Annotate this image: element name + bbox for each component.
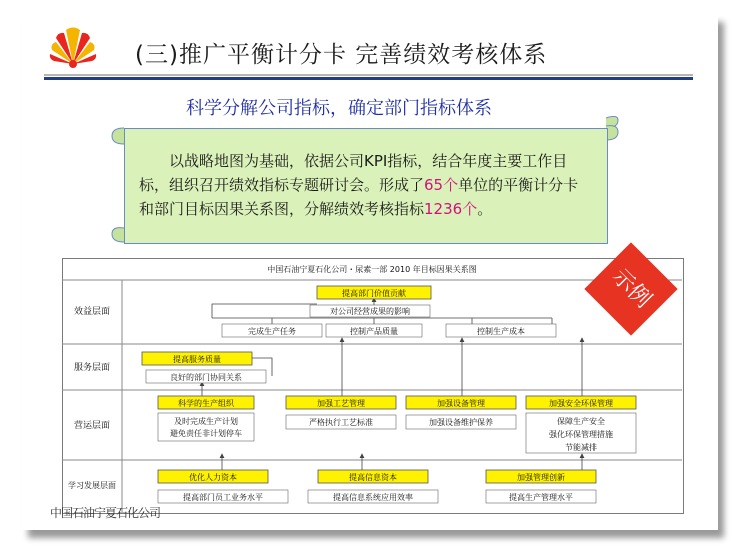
row-label-benefit: 效益层面 [73, 307, 111, 317]
footer-company-name: 中国石油宁夏石化公司 [50, 506, 161, 520]
box-collab-label: 良好的部门协同关系 [170, 373, 242, 382]
box-task-label: 完成生产任务 [248, 327, 296, 336]
box-energy-label: 节能减排 [565, 443, 597, 452]
page-title: (三)推广平衡计分卡 完善绩效考核体系 [135, 42, 548, 68]
box-staff-label: 提高部门员工业务水平 [183, 493, 263, 502]
box-safe2-label: 强化环保管理措施 [549, 430, 613, 439]
example-stamp-label: 示例 [606, 264, 656, 314]
scroll-text-part3: 。 [477, 200, 493, 218]
box-value-label: 提高部门价值贡献 [342, 289, 406, 298]
box-impact-label: 对公司经营成果的影响 [330, 307, 410, 316]
scroll-text-part1: 以战略地图为基础，依据公司KPI指标，结合年度主要工作目标，组织召开绩效指标专题研讨会。形成了 [139, 152, 568, 194]
box-hr-label: 优化人力资本 [189, 473, 237, 482]
text-scroll-banner [108, 116, 620, 252]
box-avoid-label: 避免责任非计划停车 [170, 429, 242, 438]
row-label-learning: 学习发展层面 [68, 481, 116, 490]
scroll-paragraph [139, 149, 593, 221]
scroll-text-part2: 单位的平衡计分卡和部门目标因果关系图，分解绩效考核指标 [139, 176, 579, 218]
logo-petals [50, 28, 96, 69]
title-divider-blue [44, 77, 693, 80]
box-plan-label: 及时完成生产计划 [174, 417, 238, 426]
box-infosys-label: 提高信息系统应用效率 [333, 493, 413, 502]
box-process-label: 加强工艺管理 [317, 399, 365, 408]
diagram-title: 中国石油宁夏石化公司・尿素一部 2010 年目标因果关系图 [267, 265, 477, 274]
row-label-operations: 营运层面 [73, 421, 111, 431]
box-equip-label: 加强设备管理 [437, 399, 485, 408]
box-mgmt-label: 提高生产管理水平 [509, 493, 573, 502]
scroll-text-unit-count: 65个 [424, 176, 459, 194]
diagram-canvas [62, 258, 682, 512]
box-equipmaint-label: 加强设备维护保养 [429, 418, 493, 427]
box-info-label: 提高信息资本 [349, 473, 397, 482]
box-safety-label: 加强安全环保管理 [549, 399, 613, 408]
box-innov-label: 加强管理创新 [517, 473, 565, 482]
box-quality-label: 控制产品质量 [350, 327, 398, 336]
box-service-label: 提高服务质量 [173, 355, 221, 364]
row-label-service: 服务层面 [73, 363, 111, 373]
box-org-label: 科学的生产组织 [178, 399, 234, 408]
box-safe1-label: 保障生产安全 [557, 417, 605, 426]
scroll-body [124, 128, 608, 244]
box-procstd-label: 严格执行工艺标准 [309, 418, 373, 427]
box-cost-label: 控制生产成本 [477, 327, 525, 336]
section-subtitle: 科学分解公司指标，确定部门指标体系 [186, 98, 492, 119]
title-divider-gray [44, 74, 693, 76]
scroll-text-indicator-count: 1236个 [424, 200, 478, 218]
petrochina-logo [46, 24, 100, 68]
